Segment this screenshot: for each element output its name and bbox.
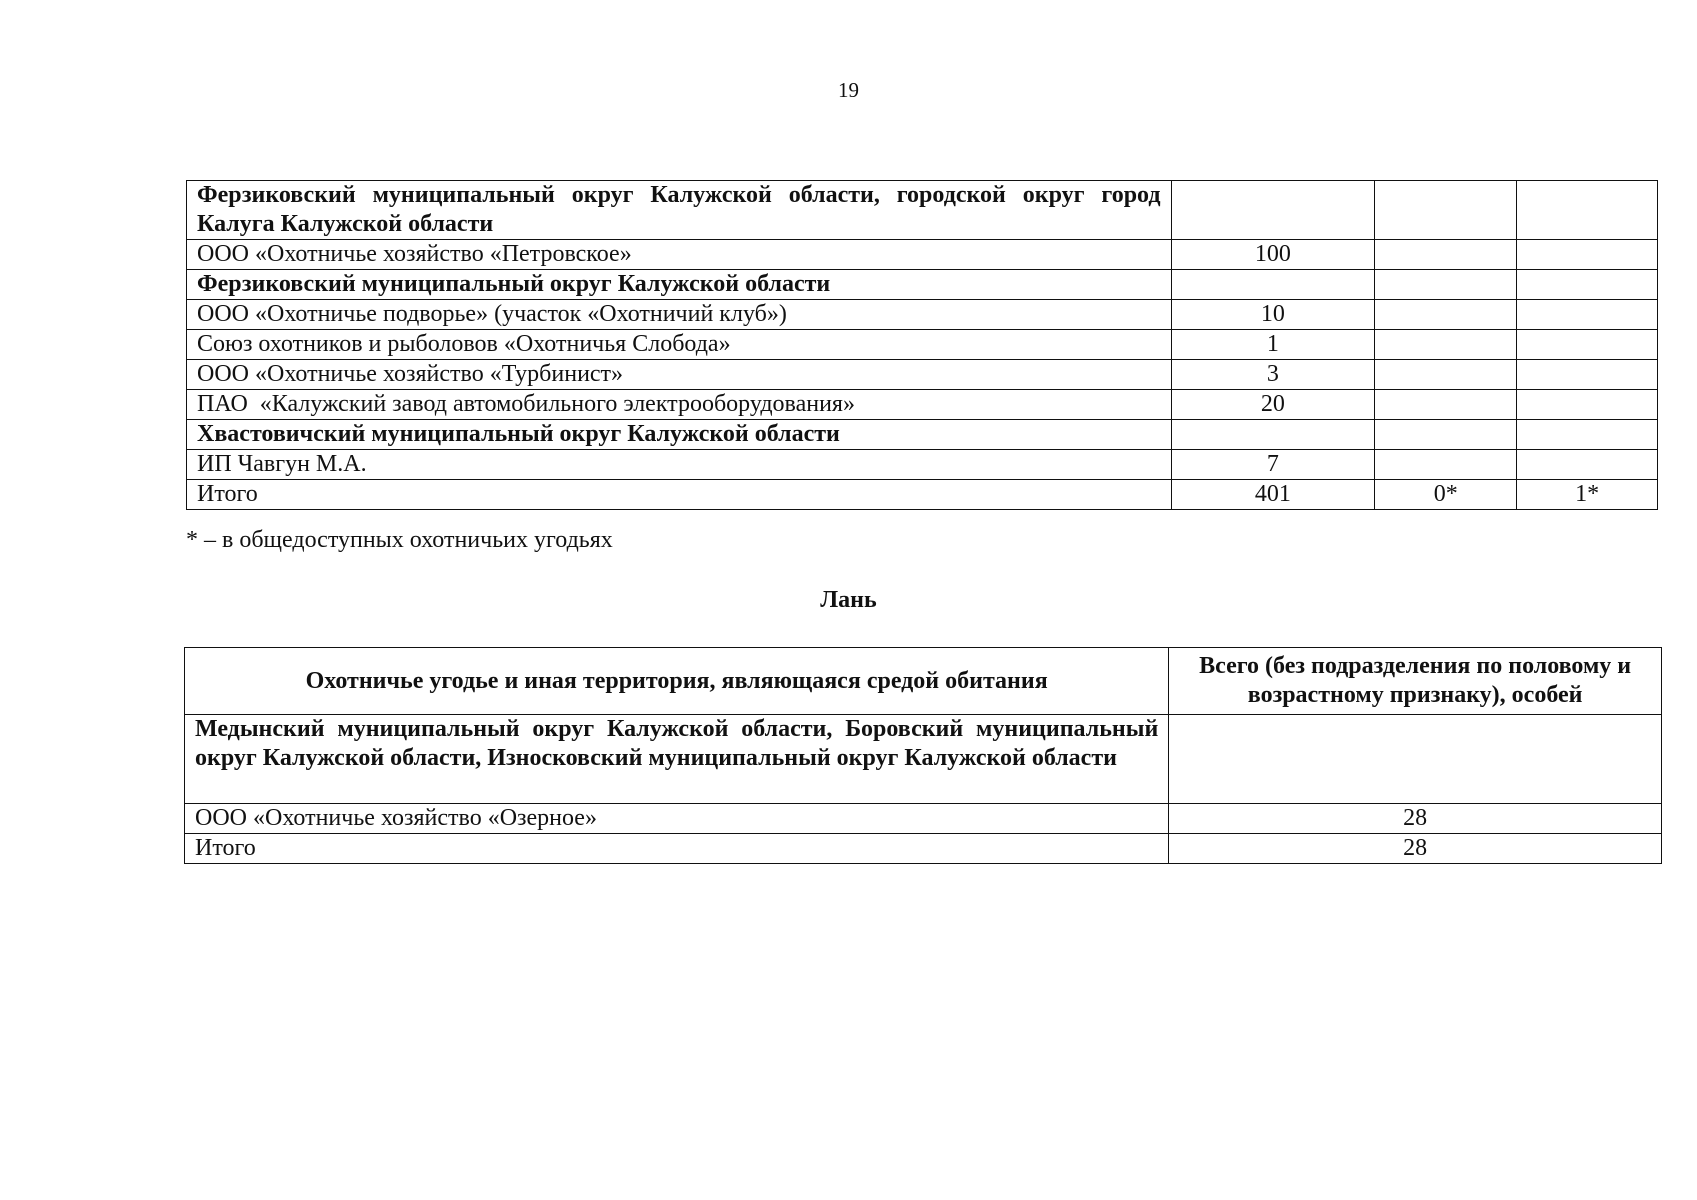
count-cell: 3 (1171, 360, 1375, 390)
count-cell (1517, 360, 1658, 390)
count-cell: 20 (1171, 390, 1375, 420)
page-number: 19 (838, 78, 859, 102)
count-cell (1375, 450, 1517, 480)
footnote: * – в общедоступных охотничьих угодьях (186, 527, 613, 553)
count-cell (1171, 181, 1375, 240)
count-cell (1517, 330, 1658, 360)
region-name: Ферзиковский муниципальный округ Калужской области (187, 270, 1172, 300)
fallow-deer-table (184, 647, 1662, 864)
count-cell: 1 (1171, 330, 1375, 360)
header-total: Всего (без подразделения по половому и возрастному признаку), особей (1169, 648, 1662, 715)
table-row (187, 240, 1658, 270)
total-count: 1* (1517, 480, 1658, 510)
ground-name: ПАО «Калужский завод автомобильного электрооборудования» (187, 390, 1172, 420)
section-title: Лань (820, 587, 877, 613)
count-cell (1375, 360, 1517, 390)
table-row (187, 181, 1658, 240)
count-cell (1375, 240, 1517, 270)
hunting-grounds-table (186, 180, 1658, 510)
total-count: 0* (1375, 480, 1517, 510)
count-cell (1375, 420, 1517, 450)
header-row (185, 648, 1662, 715)
total-label: Итого (187, 480, 1172, 510)
table-row (187, 390, 1658, 420)
count-cell (1517, 300, 1658, 330)
count-cell (1517, 390, 1658, 420)
count-cell: 7 (1171, 450, 1375, 480)
ground-name: ООО «Охотничье хозяйство «Озерное» (185, 804, 1169, 834)
total-row (185, 834, 1662, 864)
count-cell (1171, 270, 1375, 300)
count-cell (1171, 420, 1375, 450)
total-count: 401 (1171, 480, 1375, 510)
table-row (185, 715, 1662, 804)
region-name: Ферзиковский муниципальный округ Калужской области, городской округ город Калуга Калужской области (187, 181, 1172, 240)
count-cell (1375, 390, 1517, 420)
count-cell (1517, 270, 1658, 300)
header-territory: Охотничье угодье и иная территория, являющаяся средой обитания (185, 648, 1169, 715)
count-cell (1517, 420, 1658, 450)
table-row (187, 330, 1658, 360)
count-cell: 10 (1171, 300, 1375, 330)
ground-name: ООО «Охотничье подворье» (участок «Охотничий клуб») (187, 300, 1172, 330)
total-count: 28 (1169, 834, 1662, 864)
table-row (187, 420, 1658, 450)
table-row (187, 300, 1658, 330)
count-cell (1375, 330, 1517, 360)
total-label: Итого (185, 834, 1169, 864)
ground-name: ООО «Охотничье хозяйство «Турбинист» (187, 360, 1172, 390)
count-cell (1375, 300, 1517, 330)
table-row (187, 360, 1658, 390)
table-row (187, 450, 1658, 480)
table-row (187, 270, 1658, 300)
count-cell (1517, 181, 1658, 240)
count-cell (1169, 715, 1662, 804)
count-cell (1375, 181, 1517, 240)
count-cell: 100 (1171, 240, 1375, 270)
count-cell (1375, 270, 1517, 300)
region-name: Хвастовичский муниципальный округ Калужской области (187, 420, 1172, 450)
region-name: Медынский муниципальный округ Калужской области, Боровский муниципальный округ Калужской области, Износковский муниципальный округ Калужской области (185, 715, 1169, 804)
ground-name: ИП Чавгун М.А. (187, 450, 1172, 480)
table-row (185, 804, 1662, 834)
total-row (187, 480, 1658, 510)
ground-name: Союз охотников и рыболовов «Охотничья Слобода» (187, 330, 1172, 360)
count-cell: 28 (1169, 804, 1662, 834)
count-cell (1517, 450, 1658, 480)
count-cell (1517, 240, 1658, 270)
ground-name: ООО «Охотничье хозяйство «Петровское» (187, 240, 1172, 270)
